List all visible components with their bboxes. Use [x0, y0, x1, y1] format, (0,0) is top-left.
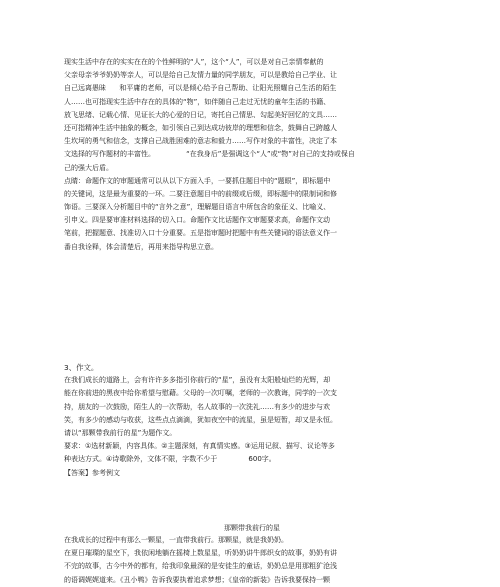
analysis-paragraph [64, 56, 440, 254]
text-line: 父亲母亲爷爷奶奶等亲人，可以是给自己友情力量的同学朋友，可以是教给自己学业、让 [64, 71, 337, 80]
text-line: 番自我诠释，体会清楚后，再用来指导构思立意。 [64, 242, 218, 251]
sample-essay [64, 534, 440, 587]
text-line: 生坎坷的勇气和信念，支撑自己战胜困难的意志和毅力……写作对象的丰富性，决定了本 [64, 137, 337, 146]
text-line: 还可指精神生活中抽象的概念，如引领自己到达成功彼岸的理想和信念，鼓舞自己跨越人 [64, 123, 337, 132]
text-line: 引申义。四是要审准材料选择的切入口。命题作文比话题作文审题要求高，命题作文动 [64, 216, 330, 225]
text-line: 的关键词，这是最为重要的一环。二要注意题目中的前缀或后缀，即标题中的限制词和修 [64, 189, 337, 198]
text-line: 人……也可指现实生活中存在的具体的“物”，如伴随自己走过无忧的童年生活的书籍、 [64, 97, 331, 106]
text-line: 己的强大后盾。 [64, 163, 113, 172]
text-line: 饰语。三要深入分析题目中的“言外之意”，理解题目语言中所包含的象征义、比喻义、 [64, 203, 331, 212]
text-line: 的语调娓娓道来。《丑小鸭》告诉我要执着追求梦想；《皇帝的新装》告诉我要保持一颗 [64, 575, 330, 584]
text-line: 种表达方式。④诗歌除外，文体不限，字数不少于 600字。 [64, 455, 276, 464]
text-line: 在夏日璀璨的星空下，我依闲地躺在摇椅上数星星，听奶奶讲牛郎织女的故事，奶奶有讲 [64, 549, 337, 558]
answer-label: 【答案】参考例文 [64, 468, 120, 477]
text-line: 文选择的写作题材的丰富性。 “在我身后”是强调这个“人”或“物”对自己的支持或保自 [64, 150, 355, 159]
text-line: 点睛：命题作文的审题通常可以从以下方面入手，一要抓住题目中的“题眼”，即标题中 [64, 176, 331, 185]
text-line: 在我们成长的道路上，会有许许多多指引你前行的“星”，虽没有太阳般灿烂的光辉，却 [64, 376, 331, 385]
text-line: 要求：①选材新颖，内容具体。②主题深刻，有真情实感。③运用记叙、描写、议论等多 [64, 442, 335, 451]
text-line: 请以“那颗带我前行的星”为题作文。 [64, 428, 177, 437]
text-line: 在我成长的过程中有那么一颗星，一直带我前行。那颗星，就是我奶奶。 [64, 536, 288, 544]
text-line: 笑，有多少的感动与收获，这些点点滴滴，犹如夜空中的流星，虽是短暂，却又是永恒。 [64, 415, 337, 424]
question-number: 3、作文。 [64, 363, 99, 372]
sample-essay-title: 那颗带我前行的星 [224, 524, 280, 532]
text-line: 能在你前进的黑夜中给你希望与慰藉。父母的一次叮嘱，老师的一次教诲，同学的一次支 [64, 389, 337, 398]
text-line: 放飞思绪、记载心情、见证长大的心爱的日记，寄托自己情思、勾起美好回忆的文具…… [64, 110, 337, 119]
text-line: 自己远离愚昧 和平庸的老师，可以是倾心给予自己帮助、让阳光照耀自己生活的陌生 [64, 84, 337, 93]
text-line: 持，朋友的一次鼓励，陌生人的一次帮助，名人故事的一次洗礼……有多少的进步与欢 [64, 402, 330, 411]
text-line: 笔前，把握题意、找准切入口十分重要。五是指审题时把题中有些关键词的语法意义作一 [64, 229, 337, 238]
text-line: 现实生活中存在的实实在在的个性鲜明的“人”，这个“人”，可以是对自己亲情奉献的 [64, 58, 324, 66]
text-line: 不完的故事，古今中外的都有，给我印象最深的是安徒生的童话，奶奶总是用那粗犷沧浅 [64, 562, 337, 571]
essay-question [64, 361, 440, 480]
